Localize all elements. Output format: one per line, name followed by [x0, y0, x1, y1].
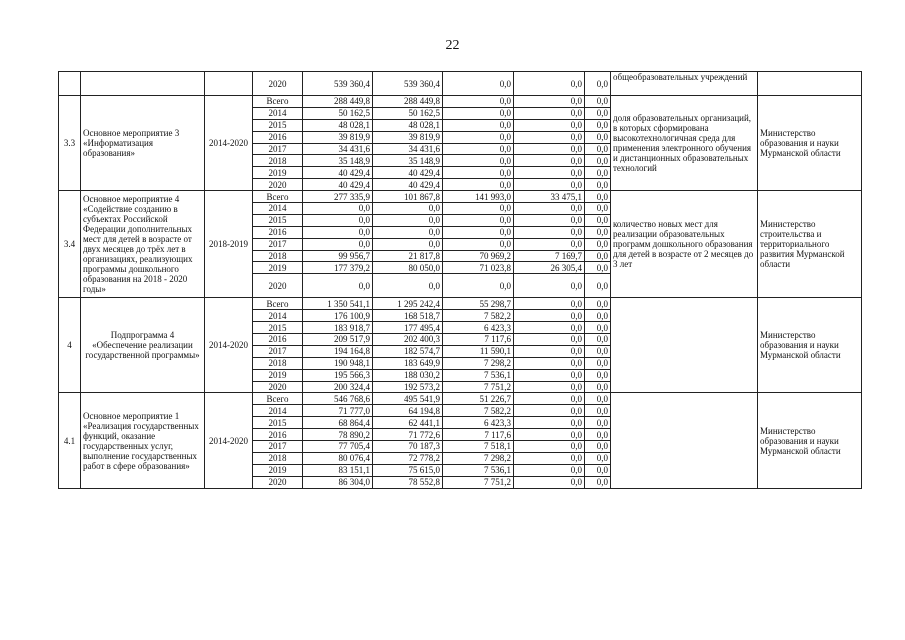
- value-cell: 0,0: [373, 226, 443, 238]
- value-cell: 0,0: [585, 107, 611, 119]
- executor-cell: [758, 72, 862, 96]
- section-name: Основное мероприятие 3 «Информатизация образования»: [81, 96, 205, 191]
- value-cell: 7 751,2: [443, 381, 514, 393]
- year-cell: 2017: [253, 441, 303, 453]
- value-cell: 0,0: [443, 274, 514, 298]
- value-cell: 0,0: [514, 334, 585, 346]
- value-cell: 0,0: [514, 274, 585, 298]
- year-cell: 2014: [253, 107, 303, 119]
- value-cell: 26 305,4: [514, 262, 585, 274]
- table-row: [59, 298, 862, 310]
- value-cell: 0,0: [303, 226, 373, 238]
- budget-table: [58, 71, 862, 489]
- executor-cell: Министерство строительства и территориального развития Мурманской области: [758, 191, 862, 298]
- section-code: 3.4: [59, 191, 81, 298]
- value-cell: 35 148,9: [373, 155, 443, 167]
- value-cell: 0,0: [585, 262, 611, 274]
- value-cell: 34 431,6: [373, 143, 443, 155]
- value-cell: 39 819,9: [373, 131, 443, 143]
- value-cell: 0,0: [585, 345, 611, 357]
- year-cell: 2015: [253, 322, 303, 334]
- value-cell: 0,0: [443, 238, 514, 250]
- value-cell: 0,0: [373, 203, 443, 215]
- value-cell: 0,0: [514, 381, 585, 393]
- value-cell: 77 705,4: [303, 441, 373, 453]
- year-cell: Всего: [253, 298, 303, 310]
- value-cell: 7 169,7: [514, 250, 585, 262]
- value-cell: 0,0: [514, 298, 585, 310]
- year-cell: 2017: [253, 345, 303, 357]
- table-row: [59, 96, 862, 108]
- value-cell: 183 649,9: [373, 357, 443, 369]
- value-cell: 21 817,8: [373, 250, 443, 262]
- value-cell: 0,0: [373, 274, 443, 298]
- table-row: [59, 191, 862, 203]
- value-cell: 0,0: [514, 214, 585, 226]
- value-cell: 40 429,4: [373, 179, 443, 191]
- value-cell: 0,0: [585, 155, 611, 167]
- value-cell: 0,0: [585, 381, 611, 393]
- value-cell: 0,0: [514, 476, 585, 488]
- value-cell: 0,0: [585, 393, 611, 405]
- value-cell: 0,0: [443, 214, 514, 226]
- value-cell: 177 495,4: [373, 322, 443, 334]
- value-cell: 277 335,9: [303, 191, 373, 203]
- value-cell: 0,0: [585, 167, 611, 179]
- value-cell: 6 423,3: [443, 417, 514, 429]
- value-cell: 40 429,4: [303, 179, 373, 191]
- year-cell: 2017: [253, 238, 303, 250]
- year-cell: 2014: [253, 405, 303, 417]
- value-cell: 0,0: [514, 96, 585, 108]
- value-cell: 48 028,1: [373, 119, 443, 131]
- section-code: 4.1: [59, 393, 81, 488]
- value-cell: 68 864,4: [303, 417, 373, 429]
- table-row: [59, 393, 862, 405]
- value-cell: 0,0: [303, 203, 373, 215]
- year-cell: 2015: [253, 119, 303, 131]
- value-cell: 0,0: [585, 131, 611, 143]
- value-cell: 33 475,1: [514, 191, 585, 203]
- year-cell: 2014: [253, 310, 303, 322]
- value-cell: 0,0: [303, 214, 373, 226]
- value-cell: 0,0: [443, 72, 514, 96]
- value-cell: 168 518,7: [373, 310, 443, 322]
- value-cell: 0,0: [514, 179, 585, 191]
- value-cell: 192 573,2: [373, 381, 443, 393]
- executor-cell: Министерство образования и науки Мурманской области: [758, 393, 862, 488]
- section-name: Основное мероприятие 4 «Содействие созданию в субъектах Российской Федерации дополнительных мест для детей в возрасте от двух месяцев до трёх лет в организациях, реализующих программы дошкольного образования на 2018 - 2020 годы»: [81, 191, 205, 298]
- value-cell: 62 441,1: [373, 417, 443, 429]
- year-cell: 2016: [253, 226, 303, 238]
- year-cell: 2020: [253, 72, 303, 96]
- value-cell: 39 819,9: [303, 131, 373, 143]
- value-cell: 0,0: [373, 214, 443, 226]
- value-cell: 0,0: [443, 179, 514, 191]
- value-cell: 55 298,7: [443, 298, 514, 310]
- section-period: 2014-2020: [205, 393, 253, 488]
- value-cell: 0,0: [443, 203, 514, 215]
- value-cell: 0,0: [585, 310, 611, 322]
- value-cell: 70 969,2: [443, 250, 514, 262]
- value-cell: 0,0: [585, 274, 611, 298]
- year-cell: 2019: [253, 464, 303, 476]
- year-cell: 2015: [253, 214, 303, 226]
- value-cell: 0,0: [514, 464, 585, 476]
- value-cell: 288 449,8: [373, 96, 443, 108]
- value-cell: 288 449,8: [303, 96, 373, 108]
- value-cell: 0,0: [303, 238, 373, 250]
- value-cell: 495 541,9: [373, 393, 443, 405]
- value-cell: 0,0: [514, 417, 585, 429]
- value-cell: 0,0: [585, 298, 611, 310]
- value-cell: 177 379,2: [303, 262, 373, 274]
- section-name: Основное мероприятие 1 «Реализация государственных функций, оказание государственных услуг, выполнение государственных работ в сфере образования»: [81, 393, 205, 488]
- value-cell: 0,0: [443, 131, 514, 143]
- value-cell: 99 956,7: [303, 250, 373, 262]
- value-cell: 0,0: [514, 167, 585, 179]
- value-cell: 141 993,0: [443, 191, 514, 203]
- value-cell: 0,0: [514, 119, 585, 131]
- year-cell: 2020: [253, 381, 303, 393]
- value-cell: 0,0: [443, 226, 514, 238]
- year-cell: 2019: [253, 167, 303, 179]
- section-period: 2014-2020: [205, 298, 253, 393]
- value-cell: 0,0: [514, 226, 585, 238]
- value-cell: 80 050,0: [373, 262, 443, 274]
- value-cell: 0,0: [443, 96, 514, 108]
- name-cell: [81, 72, 205, 96]
- year-cell: Всего: [253, 393, 303, 405]
- value-cell: 0,0: [585, 334, 611, 346]
- table-row: [59, 72, 862, 96]
- section-code: 4: [59, 298, 81, 393]
- value-cell: 83 151,1: [303, 464, 373, 476]
- indicator-cell: [611, 298, 758, 393]
- value-cell: 0,0: [303, 274, 373, 298]
- value-cell: 0,0: [443, 167, 514, 179]
- value-cell: 0,0: [514, 369, 585, 381]
- value-cell: 0,0: [585, 322, 611, 334]
- value-cell: 35 148,9: [303, 155, 373, 167]
- value-cell: 195 566,3: [303, 369, 373, 381]
- value-cell: 0,0: [585, 179, 611, 191]
- value-cell: 7 298,2: [443, 452, 514, 464]
- value-cell: 48 028,1: [303, 119, 373, 131]
- value-cell: 0,0: [585, 452, 611, 464]
- value-cell: 7 298,2: [443, 357, 514, 369]
- year-cell: 2018: [253, 250, 303, 262]
- value-cell: 0,0: [514, 203, 585, 215]
- value-cell: 78 552,8: [373, 476, 443, 488]
- value-cell: 71 772,6: [373, 429, 443, 441]
- value-cell: 0,0: [514, 452, 585, 464]
- value-cell: 0,0: [514, 238, 585, 250]
- year-cell: 2017: [253, 143, 303, 155]
- value-cell: 7 536,1: [443, 464, 514, 476]
- value-cell: 0,0: [443, 107, 514, 119]
- value-cell: 7 117,6: [443, 429, 514, 441]
- section-code: 3.3: [59, 96, 81, 191]
- value-cell: 78 890,2: [303, 429, 373, 441]
- value-cell: 0,0: [585, 369, 611, 381]
- value-cell: 71 777,0: [303, 405, 373, 417]
- value-cell: 200 324,4: [303, 381, 373, 393]
- value-cell: 0,0: [443, 143, 514, 155]
- value-cell: 0,0: [514, 131, 585, 143]
- value-cell: 101 867,8: [373, 191, 443, 203]
- value-cell: 7 751,2: [443, 476, 514, 488]
- year-cell: 2020: [253, 476, 303, 488]
- value-cell: 70 187,3: [373, 441, 443, 453]
- value-cell: 0,0: [585, 429, 611, 441]
- value-cell: 0,0: [514, 393, 585, 405]
- value-cell: 40 429,4: [303, 167, 373, 179]
- value-cell: 183 918,7: [303, 322, 373, 334]
- value-cell: 7 117,6: [443, 334, 514, 346]
- indicator-cell: общеобразовательных учреждений: [611, 72, 758, 96]
- value-cell: 71 023,8: [443, 262, 514, 274]
- period-cell: [205, 72, 253, 96]
- value-cell: 0,0: [585, 417, 611, 429]
- value-cell: 0,0: [585, 72, 611, 96]
- year-cell: 2016: [253, 334, 303, 346]
- year-cell: 2018: [253, 155, 303, 167]
- value-cell: 182 574,7: [373, 345, 443, 357]
- value-cell: 80 076,4: [303, 452, 373, 464]
- value-cell: 0,0: [514, 429, 585, 441]
- value-cell: 0,0: [585, 441, 611, 453]
- year-cell: 2020: [253, 274, 303, 298]
- value-cell: 0,0: [514, 72, 585, 96]
- year-cell: 2018: [253, 452, 303, 464]
- indicator-cell: доля образовательных организаций, в которых сформирована высокотехнологичная среда для применения электронного обучения и дистанционных образовательных технологий: [611, 96, 758, 191]
- value-cell: 188 030,2: [373, 369, 443, 381]
- year-cell: 2019: [253, 369, 303, 381]
- value-cell: 0,0: [585, 464, 611, 476]
- value-cell: 0,0: [585, 119, 611, 131]
- value-cell: 86 304,0: [303, 476, 373, 488]
- section-period: 2014-2020: [205, 96, 253, 191]
- value-cell: 0,0: [585, 96, 611, 108]
- value-cell: 0,0: [514, 310, 585, 322]
- value-cell: 0,0: [443, 119, 514, 131]
- year-cell: 2014: [253, 203, 303, 215]
- executor-cell: Министерство образования и науки Мурманской области: [758, 298, 862, 393]
- value-cell: 0,0: [514, 357, 585, 369]
- value-cell: 6 423,3: [443, 322, 514, 334]
- executor-cell: Министерство образования и науки Мурманской области: [758, 96, 862, 191]
- value-cell: 546 768,6: [303, 393, 373, 405]
- section-period: 2018-2019: [205, 191, 253, 298]
- value-cell: 75 615,0: [373, 464, 443, 476]
- value-cell: 11 590,1: [443, 345, 514, 357]
- value-cell: 0,0: [585, 476, 611, 488]
- value-cell: 64 194,8: [373, 405, 443, 417]
- year-cell: 2016: [253, 131, 303, 143]
- value-cell: 0,0: [585, 405, 611, 417]
- value-cell: 209 517,9: [303, 334, 373, 346]
- value-cell: 7 518,1: [443, 441, 514, 453]
- year-cell: Всего: [253, 96, 303, 108]
- value-cell: 50 162,5: [303, 107, 373, 119]
- value-cell: 0,0: [443, 155, 514, 167]
- year-cell: 2015: [253, 417, 303, 429]
- value-cell: 0,0: [514, 322, 585, 334]
- year-cell: 2019: [253, 262, 303, 274]
- section-name: Подпрограмма 4 «Обеспечение реализации государственной программы»: [81, 298, 205, 393]
- value-cell: 1 350 541,1: [303, 298, 373, 310]
- year-cell: 2020: [253, 179, 303, 191]
- value-cell: 1 295 242,4: [373, 298, 443, 310]
- code-cell: [59, 72, 81, 96]
- value-cell: 0,0: [514, 107, 585, 119]
- value-cell: 40 429,4: [373, 167, 443, 179]
- value-cell: 0,0: [514, 345, 585, 357]
- value-cell: 0,0: [514, 143, 585, 155]
- value-cell: 0,0: [585, 226, 611, 238]
- value-cell: 0,0: [585, 357, 611, 369]
- indicator-cell: [611, 393, 758, 488]
- value-cell: 50 162,5: [373, 107, 443, 119]
- page-number: 22: [445, 38, 460, 53]
- value-cell: 0,0: [514, 441, 585, 453]
- value-cell: 0,0: [585, 238, 611, 250]
- year-cell: 2018: [253, 357, 303, 369]
- value-cell: 176 100,9: [303, 310, 373, 322]
- value-cell: 51 226,7: [443, 393, 514, 405]
- value-cell: 7 536,1: [443, 369, 514, 381]
- year-cell: Всего: [253, 191, 303, 203]
- value-cell: 0,0: [514, 405, 585, 417]
- value-cell: 0,0: [585, 214, 611, 226]
- value-cell: 34 431,6: [303, 143, 373, 155]
- value-cell: 190 948,1: [303, 357, 373, 369]
- value-cell: 7 582,2: [443, 405, 514, 417]
- value-cell: 0,0: [585, 203, 611, 215]
- value-cell: 0,0: [585, 250, 611, 262]
- value-cell: 0,0: [373, 238, 443, 250]
- indicator-cell: количество новых мест для реализации образовательных программ дошкольного образования для детей в возрасте от 2 месяцев до 3 лет: [611, 191, 758, 298]
- value-cell: 202 400,3: [373, 334, 443, 346]
- value-cell: 0,0: [514, 155, 585, 167]
- value-cell: 0,0: [585, 143, 611, 155]
- value-cell: 194 164,8: [303, 345, 373, 357]
- value-cell: 0,0: [585, 191, 611, 203]
- value-cell: 539 360,4: [373, 72, 443, 96]
- value-cell: 539 360,4: [303, 72, 373, 96]
- year-cell: 2016: [253, 429, 303, 441]
- value-cell: 72 778,2: [373, 452, 443, 464]
- value-cell: 7 582,2: [443, 310, 514, 322]
